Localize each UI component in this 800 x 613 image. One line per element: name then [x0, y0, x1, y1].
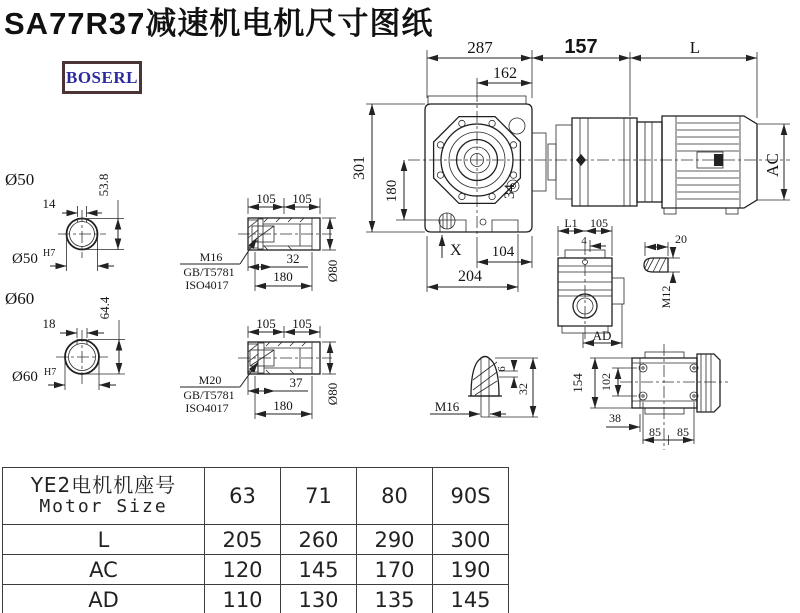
dim-20-label: 20: [675, 232, 687, 246]
motor-side-view: [548, 116, 757, 214]
dim-4-label: 4: [581, 235, 587, 247]
dim-53-8-label: 53.8: [96, 173, 111, 197]
thread-callout-label: M16: [199, 250, 223, 264]
cell-L-90S: 300: [433, 525, 509, 555]
row-label-AC: AC: [3, 555, 205, 585]
dim-287-label: 287: [467, 38, 493, 57]
dim-d80-label: Ø80: [325, 259, 340, 283]
motor-size-header-en: Motor Size: [39, 496, 168, 518]
cell-AC-71: 145: [281, 555, 357, 585]
dim-301-label: 301: [351, 156, 368, 180]
cell-L-80: 290: [357, 525, 433, 555]
col-header-90S: 90S: [433, 468, 509, 525]
dim-157-label: 157: [564, 36, 598, 58]
dim-32-label: 32: [286, 251, 300, 266]
fit-label: Ø50: [12, 251, 38, 267]
motor-fins: [677, 123, 739, 199]
dim-64-4-label: 64.4: [97, 296, 112, 320]
nameplate-mark: [714, 154, 723, 166]
page-title: SA77R37减速机电机尺寸图纸: [4, 6, 434, 41]
table-header-cell: [3, 468, 205, 525]
bore-view-bottom: [5, 289, 125, 390]
motor-size-header-cn: YE2电机机座号: [30, 473, 177, 498]
cell-AD-90S: 145: [433, 585, 509, 613]
dim-105b-label: 105: [292, 316, 312, 331]
table-row-L: [3, 525, 509, 555]
col-header-63: 63: [205, 468, 281, 525]
breather-plug-detail: [430, 357, 538, 418]
col-header-80: 80: [357, 468, 433, 525]
dim-14-label: 14: [42, 196, 56, 211]
dim-34-label: 34: [502, 184, 518, 199]
thread-callout-label: M20: [198, 373, 222, 387]
dim-180-label: 180: [273, 269, 293, 284]
cell-AC-80: 170: [357, 555, 433, 585]
std1-label: GB/T5781: [183, 388, 235, 402]
dim-18-label: 18: [42, 316, 56, 331]
dim-6-label: 6: [496, 366, 508, 372]
dim-32-label: 32: [516, 383, 530, 395]
dim-d80-label: Ø80: [325, 382, 340, 406]
row-label-AD: AD: [3, 585, 205, 613]
std2-label: ISO4017: [185, 278, 229, 292]
hollow-shaft-detail-top: [180, 191, 340, 292]
brand-logo-text: BOSERL: [66, 67, 138, 87]
dim-L-label: L: [689, 38, 701, 57]
main-dimensions: [351, 36, 790, 292]
dim-AC-label: AC: [763, 153, 782, 177]
hollow-shaft-detail-bottom: [180, 316, 340, 419]
drain-plug: [439, 213, 455, 229]
dim-85a-label: 85: [649, 425, 661, 439]
cell-AC-90S: 190: [433, 555, 509, 585]
gearbox-side-view: [558, 216, 624, 348]
std1-label: GB/T5781: [183, 265, 235, 279]
fit-sup-label: H7: [44, 367, 57, 378]
dim-L1-label: L1: [564, 216, 578, 230]
col-header-71: 71: [281, 468, 357, 525]
dim-104-label: 104: [491, 244, 515, 260]
dim-85b-label: 85: [677, 425, 689, 439]
table-header-row: [3, 468, 509, 525]
dim-37-label: 37: [289, 375, 303, 390]
fit-label: Ø60: [12, 369, 38, 385]
thread-M12-label: M12: [659, 285, 673, 309]
cell-L-63: 205: [205, 525, 281, 555]
main-assembly-view: [351, 36, 790, 292]
dim-105b-label: 105: [292, 191, 312, 206]
thread-M16-label: M16: [434, 399, 460, 414]
dim-X-label: X: [450, 242, 462, 259]
cell-AD-80: 135: [357, 585, 433, 613]
dim-154-label: 154: [570, 373, 585, 393]
fit-sup-label: H7: [43, 248, 56, 259]
bore-label: Ø60: [5, 289, 35, 308]
key-detail: [644, 232, 687, 308]
motor-size-table: [2, 467, 509, 613]
cell-L-71: 260: [281, 525, 357, 555]
gearbox-front-view: [425, 96, 546, 232]
cell-AD-63: 110: [205, 585, 281, 613]
dim-105a-label: 105: [256, 191, 276, 206]
dim-105a-label: 105: [256, 316, 276, 331]
dim-105-label: 105: [590, 216, 608, 230]
section-diamond-mark: [576, 154, 586, 166]
table-row-AC: [3, 555, 509, 585]
dim-38-label: 38: [609, 411, 621, 425]
table-row-AD: [3, 585, 509, 613]
cell-AD-71: 130: [281, 585, 357, 613]
dim-102-label: 102: [599, 373, 613, 391]
dim-AD-label: AD: [592, 328, 612, 343]
rear-view: [570, 344, 728, 450]
std2-label: ISO4017: [185, 401, 229, 415]
cell-AC-63: 120: [205, 555, 281, 585]
dim-180-label: 180: [384, 179, 400, 203]
bore-view-top: [5, 170, 124, 271]
dim-204-label: 204: [458, 268, 482, 285]
dim-162-label: 162: [493, 65, 517, 82]
dim-180-label: 180: [273, 398, 293, 413]
bore-label: Ø50: [5, 170, 35, 189]
row-label-L: L: [3, 525, 205, 555]
